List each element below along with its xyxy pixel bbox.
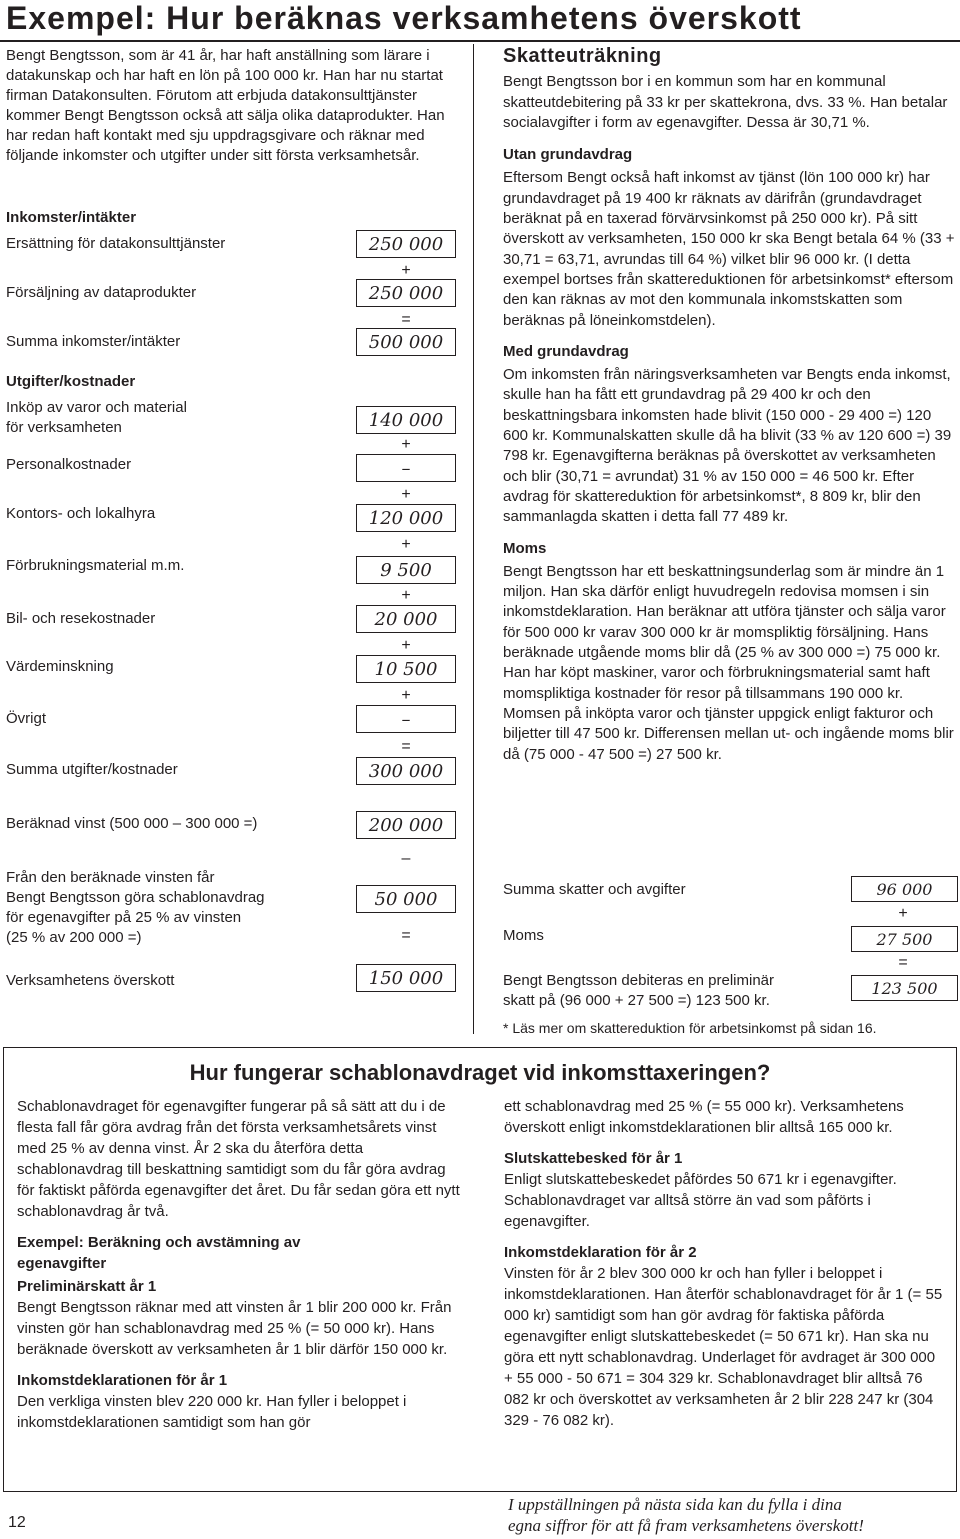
intro-text: Bengt Bengtsson, som är 41 år, har haft anställning som lärare i datakunskap och har haft en lön på 100 000 kr. Han har nu startat firman Datakonsulten. Förutom att erbjuda datakonsulttjänster kommer Bengt Bengtsson också att sälja olika dataprodukter. Han har redan haft kontakt med sju uppdragsgivare och räknar med följande inkomster och utgifter under sitt första verksamhetsår. [6, 47, 445, 164]
panel-paragraph: Den verkliga vinsten blev 220 000 kr. Han fyller i beloppet i inkomstdeklarationen samtidigt som han gör [17, 1393, 407, 1431]
amount-box[interactable]: 250 000 [356, 279, 456, 307]
panel-right-column [504, 1096, 946, 1431]
plus-operator: + [401, 536, 411, 553]
row-label: Värdeminskning [6, 658, 114, 675]
row-label: Kontors- och lokalhyra [6, 505, 156, 522]
plus-operator: + [898, 905, 908, 922]
page-number: 12 [8, 1514, 26, 1531]
plus-operator: + [401, 486, 411, 503]
deduction-label: (25 % av 200 000 =) [6, 929, 142, 946]
panel-subheading: Inkomstdeklarationen för år 1 [17, 1372, 228, 1389]
footer-note-line: egna siffror för att få fram verksamhetens överskott! [508, 1516, 864, 1535]
equals-operator: = [898, 954, 908, 971]
plus-operator: + [401, 687, 411, 704]
amount-box[interactable]: 10 500 [356, 655, 456, 683]
footer-note [508, 1494, 864, 1536]
panel-subheading: Preliminärskatt år 1 [17, 1278, 157, 1295]
panel-left-column [17, 1096, 467, 1433]
surplus-label: Verksamhetens överskott [6, 972, 175, 989]
equals-operator: = [401, 311, 411, 328]
plus-operator: + [401, 262, 411, 279]
prelim-line: Bengt Bengtsson debiteras en preliminär [503, 972, 774, 989]
amount-box[interactable]: 500 000 [356, 328, 456, 356]
tax-amount-box[interactable]: 123 500 [851, 975, 958, 1001]
amount-box[interactable]: 150 000 [356, 964, 456, 992]
tax-amount-box[interactable]: 96 000 [851, 876, 958, 902]
row-label: Summa inkomster/intäkter [6, 333, 181, 350]
panel-paragraph: Schablonavdraget för egenavgifter fungerar på så sätt att du i de flesta fall får göra avdrag från det första verksamhetsårets vinst med 25 % av denna vinst. År 2 ska du återföra detta schablonavdrag till beskattning samtidigt som du får göra avdrag för faktiskt påförda egenavgifter det året. Du får sedan göra ett nytt schablonavdrag år två. [17, 1098, 460, 1220]
footnote: * Läs mer om skattereduktion för arbetsinkomst på sidan 16. [503, 1020, 877, 1036]
title-divider [0, 40, 960, 42]
tax-amount-box[interactable]: 27 500 [851, 926, 958, 952]
row-label: Ersättning för datakonsulttjänster [6, 235, 226, 252]
row-label: Inköp av varor och material [6, 399, 187, 416]
panel-subheading: Slutskattebesked för år 1 [504, 1150, 683, 1167]
row-label: Försäljning av dataprodukter [6, 284, 197, 301]
row-label: Personalkostnader [6, 456, 132, 473]
plus-operator: + [401, 587, 411, 604]
row-label: Bil- och resekostnader [6, 610, 156, 627]
column-divider [473, 44, 474, 1034]
panel-paragraph: Bengt Bengtsson räknar med att vinsten år 1 blir 200 000 kr. Från vinsten gör han schablonavdrag med 25 % (= 50 000 kr). Hans beräknade överskott av verksamheten år 1 blir därför 150 000 kr. [17, 1299, 452, 1358]
amount-box[interactable]: 200 000 [356, 811, 456, 839]
panel-paragraph: ett schablonavdrag med 25 % (= 55 000 kr). Verksamhetens överskott enligt inkomstdeklarationen blir alltså 165 000 kr. [504, 1098, 904, 1136]
panel-subheading: Inkomstdeklaration för år 2 [504, 1244, 697, 1261]
row-label: för verksamheten [6, 419, 122, 436]
panel-subheading: Exempel: Beräkning och avstämning av egenavgifter [17, 1234, 301, 1272]
page-title: Exempel: Hur beräknas verksamhetens överskott [6, 0, 802, 36]
equals-operator: = [401, 927, 411, 944]
amount-box[interactable]: 250 000 [356, 230, 456, 258]
panel-title: Hur fungerar schablonavdraget vid inkomsttaxeringen? [189, 1060, 771, 1085]
row-label: Övrigt [6, 710, 47, 727]
tax-paragraph: Eftersom Bengt också haft inkomst av tjänst (lön 100 000 kr) har grundavdraget på 19 400 kr räknats av därifrån (grundavdraget beräknat på en taxerad förvärvsinkomst på 250 000 kr). På sitt överskott av verksamheten, 150 000 kr ska Bengt betala 64 % (33 + 30,71 = 63,71, avrundas till 64 %) vilket blir 96 000 kr. (I detta exempel bortses från skattereduktionen för arbetsinkomst* eftersom den kan räknas av mot den kommunala inkomstskatten som beräknas på löneinkomstdelen). [503, 169, 955, 329]
panel-paragraph: Vinsten för år 2 blev 300 000 kr och han fyller i beloppet i inkomstdeklarationen. Han återför schablonavdraget för år 1 (= 55 000 kr) samtidigt som han gör avdrag för faktiska påförda egenavgifter enligt slutskattebeskedet (= 50 671 kr). Han ska nu göra ett nytt schablonavdrag. Underlaget för avdraget är 300 000 + 55 000 - 50 671 = 304 329 kr. Schablonavdraget blir alltså 76 082 kr och överskottet av verksamheten år 2 blir 228 247 kr (304 329 - 76 082 kr). [504, 1265, 943, 1429]
income-heading: Inkomster/intäkter [6, 209, 137, 226]
tax-subheading: Moms [503, 539, 547, 557]
tax-paragraph: Bengt Bengtsson bor i en kommun som har en kommunal skatteutdebitering på 33 kr per skattekrona, dvs. 33 %. Han betalar socialavgifter i form av egenavgifter. Dessa är 30,71 %. [503, 73, 948, 131]
row-label: Summa utgifter/kostnader [6, 761, 178, 778]
deduction-label: Bengt Bengtsson göra schablonavdrag [6, 889, 265, 906]
amount-box[interactable]: 9 500 [356, 556, 456, 584]
deduction-label: Från den beräknade vinsten får [6, 869, 215, 886]
profit-label: Beräknad vinst (500 000 – 300 000 =) [6, 815, 258, 832]
row-label: Förbrukningsmaterial m.m. [6, 557, 185, 574]
tax-subheading: Utan grundavdrag [503, 146, 633, 164]
tax-heading: Skatteuträkning [503, 45, 662, 67]
amount-box[interactable]: 300 000 [356, 757, 456, 785]
sum-taxes-label: Summa skatter och avgifter [503, 881, 686, 898]
equals-operator: = [401, 738, 411, 755]
plus-operator: + [401, 436, 411, 453]
amount-box[interactable]: – [356, 705, 456, 733]
panel-paragraph: Enligt slutskattebeskedet påfördes 50 671 kr i egenavgifter. Schablonavdraget var alltså större än vad som påförts i egenavgifter. [504, 1171, 897, 1230]
prelim-text [503, 971, 843, 1011]
deduction-label: för egenavgifter på 25 % av vinsten [6, 909, 242, 926]
tax-paragraph: Om inkomsten från näringsverksamheten var Bengts enda inkomst, skulle han ha fått ett grundavdrag på 29 400 kr och den beskattningsbara inkomsten hade blivit (150 000 - 29 400 =) 120 600 kr. Kommunalskatten skulle då ha blivit (33 % av 120 600 =) 39 798 kr. Egenavgifterna beräknas på överskottet av verksamheten och blir (30,71 = avrundat) 31 % av 150 000 = 46 500 kr. Efter avdrag för skattereduktion för arbetsinkomst*, 8 809 kr, blir den sammanlagda skatten i detta fall 77 489 kr. [503, 366, 952, 526]
footer-note-line: I uppställningen på nästa sida kan du fylla i dina [508, 1495, 842, 1514]
vat-label: Moms [503, 927, 544, 944]
tax-section [503, 46, 958, 765]
tax-paragraph: Bengt Bengtsson har ett beskattningsunderlag som är mindre än 1 miljon. Han ska därför enligt huvudregeln redovisa momsen i sin inkomstdeklaration. Han beräknar att utföra tjänster och sälja varor för 500 000 kr varav 300 000 kr är momspliktig försäljning. Hans beräknade utgående moms blir då (25 % av 300 000 =) 75 000 kr. Han har köpt maskiner, varor och förbrukningsmaterial samt haft momspliktiga kostnader för resor på tillsammans 190 000 kr. Momsen på inköpta varor och tjänster uppgick enligt fakturor och biljetter till 47 500 kr. Differensen mellan ut- och ingående moms blir då (75 000 - 47 500 =) 27 500 kr. [503, 562, 954, 763]
amount-box[interactable]: 20 000 [356, 605, 456, 633]
expenses-heading: Utgifter/kostnader [6, 373, 136, 390]
amount-box[interactable]: 140 000 [356, 406, 456, 434]
minus-operator: – [401, 850, 411, 867]
amount-box[interactable]: – [356, 454, 456, 482]
tax-subheading: Med grundavdrag [503, 342, 629, 360]
prelim-line: skatt på (96 000 + 27 500 =) 123 500 kr. [503, 992, 770, 1009]
amount-box[interactable]: 120 000 [356, 504, 456, 532]
amount-box[interactable]: 50 000 [356, 885, 456, 913]
plus-operator: + [401, 637, 411, 654]
